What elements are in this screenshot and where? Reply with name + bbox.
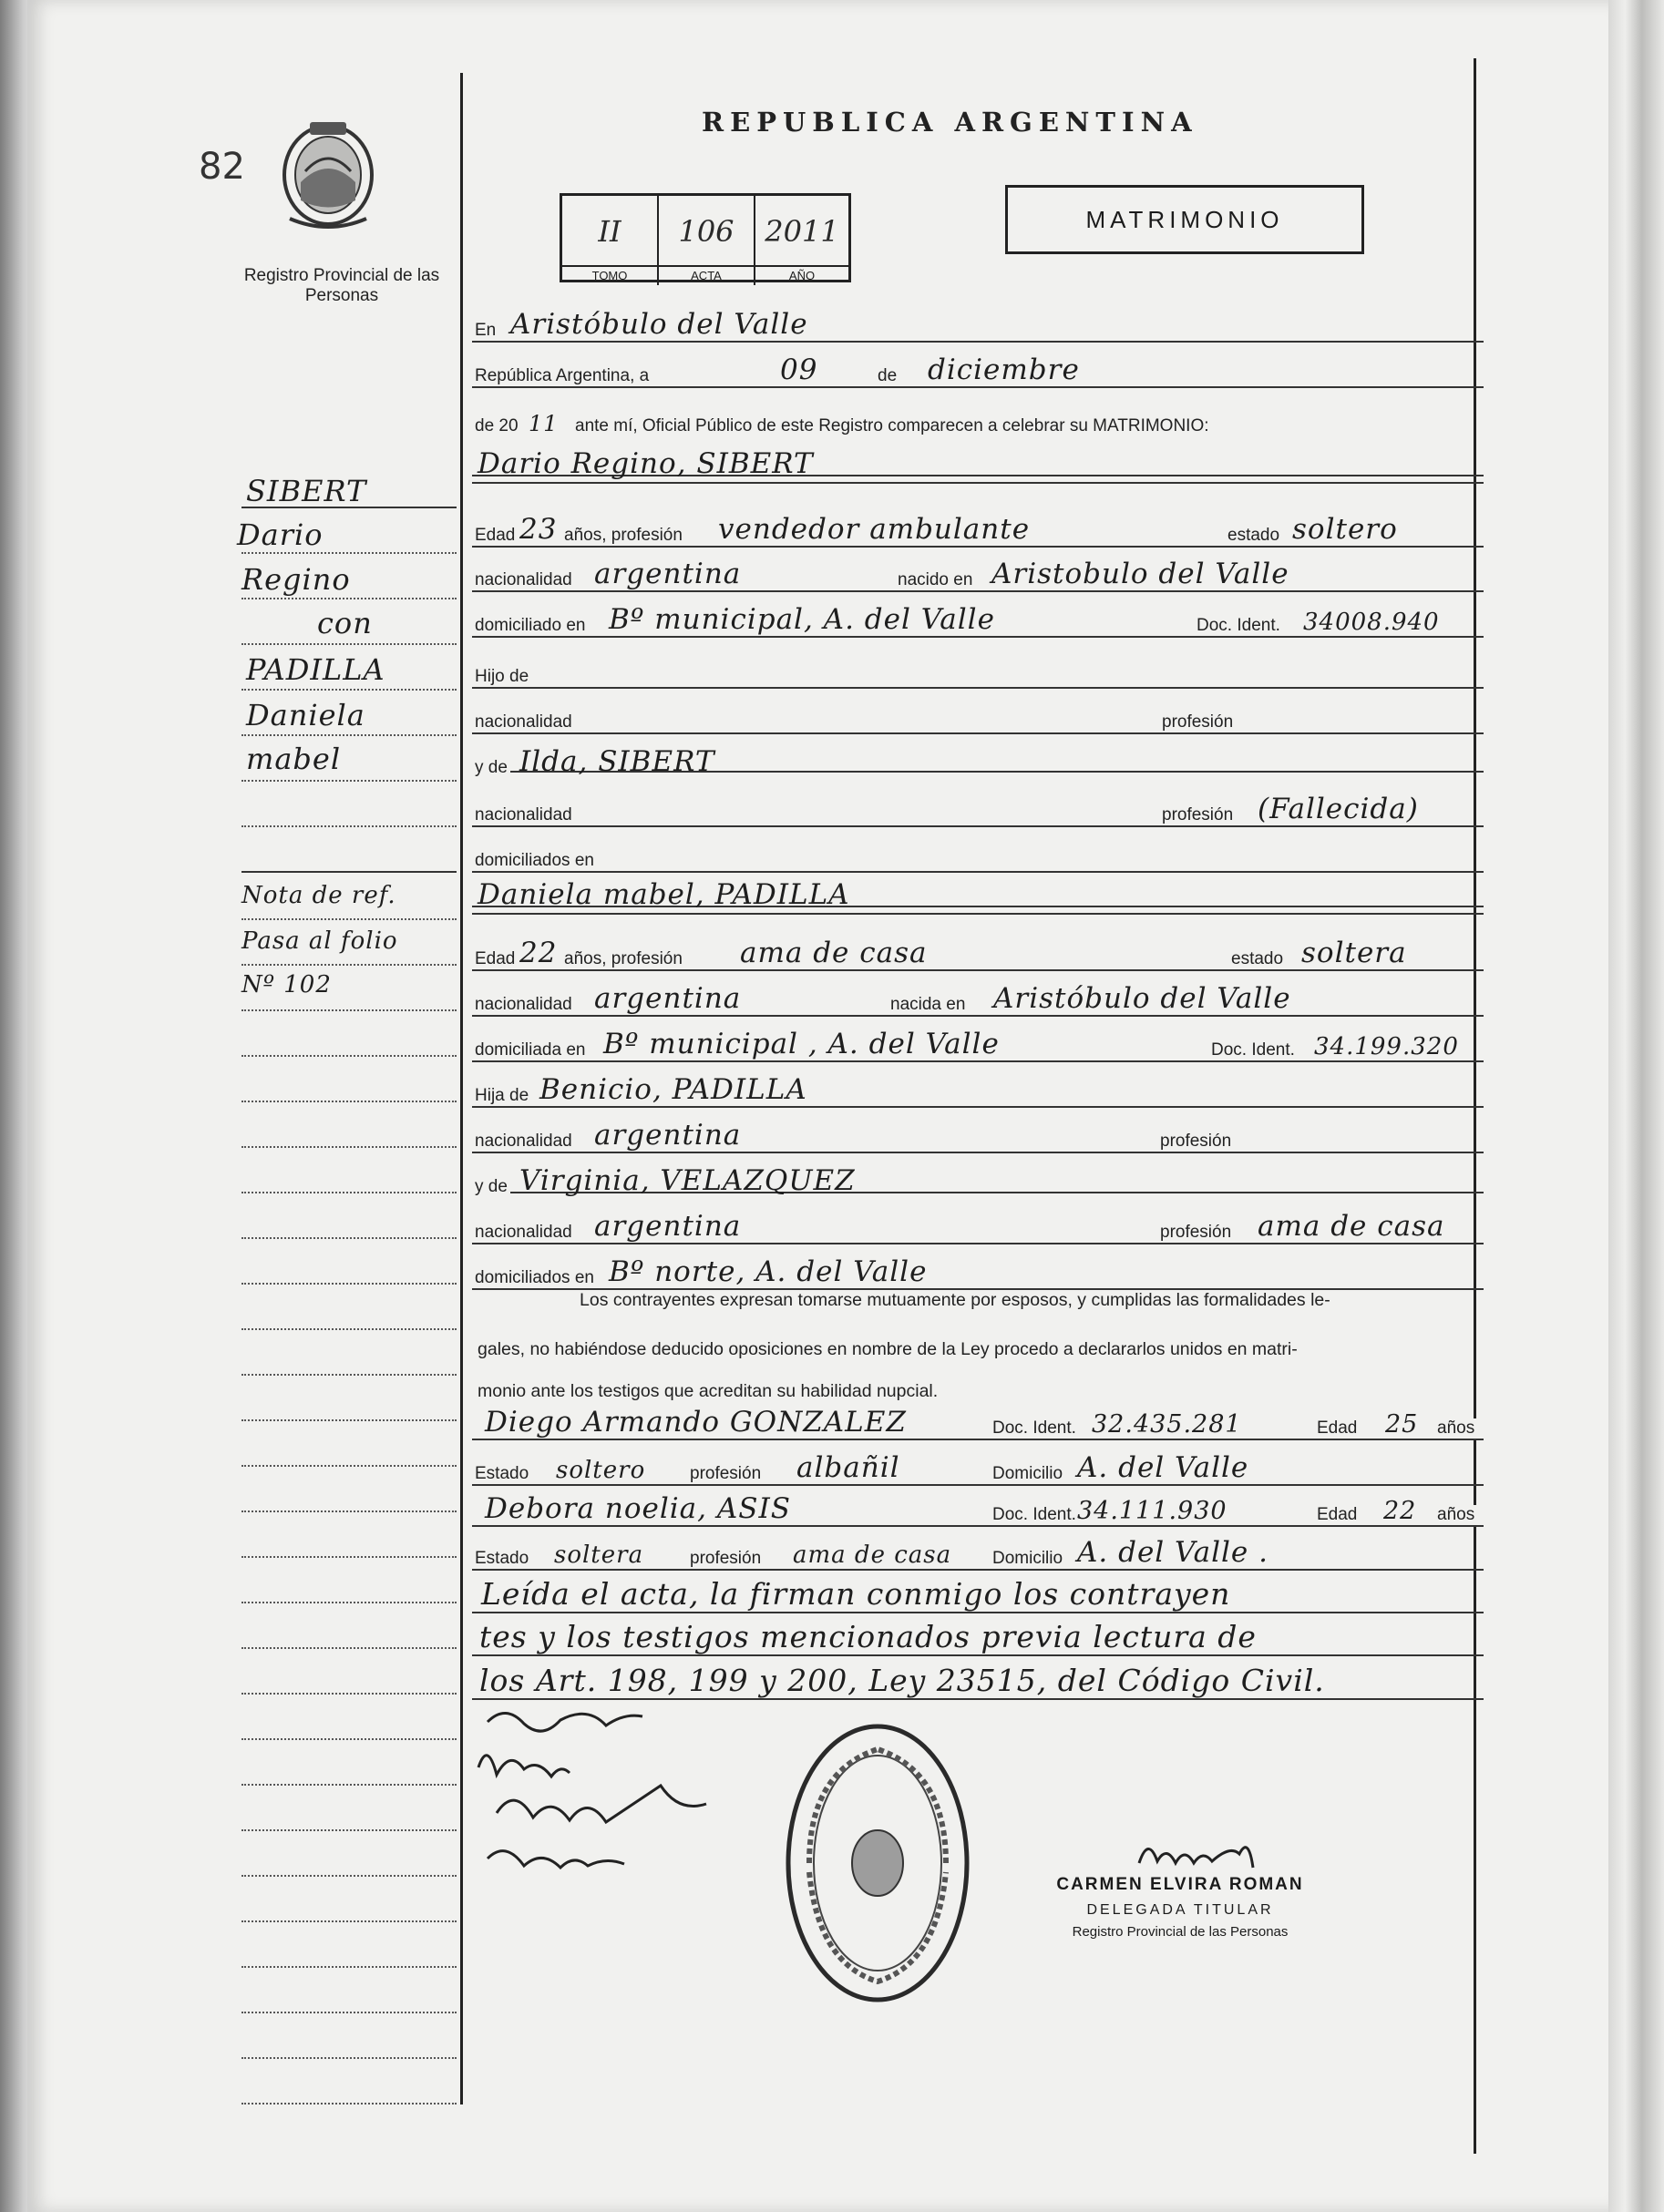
label-y-de: y de xyxy=(472,758,510,778)
groom-doc: 34008.940 xyxy=(1303,609,1440,636)
label-republica: República Argentina, a xyxy=(472,366,652,386)
label-edad: Edad xyxy=(472,526,518,546)
closing-line-3: los Art. 198, 199 y 200, Ley 23515, del Código Civil. xyxy=(479,1663,1325,1698)
witness2-address: A. del Valle . xyxy=(1077,1536,1269,1569)
witness2-row xyxy=(472,1494,1484,1531)
label-nacionalidad-4: nacionalidad xyxy=(472,995,575,1015)
groom-parents-address-row xyxy=(472,840,1484,876)
margin-name-bride-2: mabel xyxy=(246,742,342,776)
bride-father: Benicio, PADILLA xyxy=(539,1073,807,1106)
label-anos-profesion: años, profesión xyxy=(561,526,685,546)
bride-name: Daniela mabel, PADILLA xyxy=(478,878,850,911)
bride-address-row xyxy=(472,1029,1484,1066)
bride-parents-address: Bº norte, A. del Valle xyxy=(609,1255,928,1288)
country-title: REPUBLICA ARGENTINA xyxy=(702,107,1198,138)
label-anos-profesion-2: años, profesión xyxy=(561,949,685,969)
bride-mother-row xyxy=(472,1166,1484,1203)
margin-divider xyxy=(460,73,463,2104)
margin-con: con xyxy=(317,606,373,640)
bride-mother-nationality-row xyxy=(472,1212,1484,1248)
groom-age: 23 xyxy=(519,513,558,546)
margin-surname-bride: PADILLA xyxy=(246,652,385,687)
bride-father-row xyxy=(472,1075,1484,1111)
bride-nationality-row xyxy=(472,984,1484,1020)
bride-father-nationality-row xyxy=(472,1121,1484,1157)
label-hija-de: Hija de xyxy=(472,1086,531,1106)
witness2-status: soltera xyxy=(554,1541,644,1569)
place-value: Aristóbulo del Valle xyxy=(510,308,808,341)
page-number: 82 xyxy=(199,146,245,188)
label-edad-4: Edad xyxy=(1314,1505,1360,1525)
label-domiciliado-en: domiciliado en xyxy=(472,616,588,636)
label-en: En xyxy=(472,321,498,341)
bride-mother-profession: ama de casa xyxy=(1258,1210,1445,1243)
witness1-profession: albañil xyxy=(796,1451,900,1484)
witness1-name: Diego Armando GONZALEZ xyxy=(485,1406,907,1439)
label-profesion-3: profesión xyxy=(1157,1132,1234,1152)
groom-name-row xyxy=(472,449,1484,486)
label-nacionalidad-5: nacionalidad xyxy=(472,1132,575,1152)
date-row xyxy=(472,355,1484,392)
month-value: diciembre xyxy=(928,353,1080,386)
bride-address: Bº municipal , A. del Valle xyxy=(603,1028,1000,1060)
label-doc-ident-4: Doc. Ident. xyxy=(990,1505,1079,1525)
declaration-line-1: Los contrayentes expresan tomarse mutuamente por esposos, y cumplidas las formalidades le- xyxy=(580,1290,1330,1310)
witness2-profession: ama de casa xyxy=(793,1541,952,1569)
groom-mother: Ilda, SIBERT xyxy=(519,745,715,778)
label-edad-3: Edad xyxy=(1314,1418,1360,1439)
label-de: de xyxy=(875,366,899,386)
page-edge xyxy=(1608,0,1664,2212)
bride-name-row xyxy=(472,880,1484,917)
tomo-value: II xyxy=(598,214,621,249)
label-comparecen: ante mí, Oficial Público de este Registro comparecen a celebrar su MATRIMONIO: xyxy=(572,416,1212,436)
label-estado-4: Estado xyxy=(472,1549,531,1569)
margin-note-line-2: Pasa al folio xyxy=(241,927,398,955)
acta-label: ACTA xyxy=(659,267,755,285)
label-doc-ident-3: Doc. Ident. xyxy=(990,1418,1079,1439)
ano-value: 2011 xyxy=(765,214,839,249)
closing-line-1-row xyxy=(472,1576,1484,1617)
groom-mother-nationality-row xyxy=(472,794,1484,831)
witness2-doc: 34.111.930 xyxy=(1077,1497,1227,1525)
year-row xyxy=(472,405,1484,442)
certificate-type-box xyxy=(1005,185,1364,254)
declaration-line-3: monio ante los testigos que acreditan su habilidad nupcial. xyxy=(478,1381,939,1401)
closing-line-2: tes y los testigos mencionados previa lectura de xyxy=(479,1619,1257,1654)
bride-mother: Virginia, VELAZQUEZ xyxy=(519,1164,856,1197)
label-nacido-en: nacido en xyxy=(895,570,975,590)
bride-birthplace: Aristóbulo del Valle xyxy=(993,982,1291,1015)
ano-label: AÑO xyxy=(788,269,816,282)
witness1-address: A. del Valle xyxy=(1077,1451,1249,1484)
signatures-icon xyxy=(469,1704,743,1904)
year-suffix-value: 11 xyxy=(529,411,559,436)
bride-nationality: argentina xyxy=(594,982,742,1015)
groom-nationality: argentina xyxy=(594,558,742,590)
closing-line-1: Leída el acta, la firman conmigo los contrayen xyxy=(481,1576,1231,1612)
groom-profession: vendedor ambulante xyxy=(718,513,1031,546)
official-signature-icon xyxy=(1130,1827,1267,1881)
witness2-details-row xyxy=(472,1538,1484,1574)
groom-father-nationality-row xyxy=(472,701,1484,738)
label-nacionalidad-2: nacionalidad xyxy=(472,712,575,732)
label-estado-3: Estado xyxy=(472,1464,531,1484)
bride-status: soltera xyxy=(1301,937,1407,969)
label-anos-1: años xyxy=(1434,1418,1477,1439)
groom-mother-row xyxy=(472,747,1484,783)
ano-cell xyxy=(755,196,848,265)
label-edad-2: Edad xyxy=(472,949,518,969)
groom-address: Bº municipal, A. del Valle xyxy=(609,603,995,636)
official-title: DELEGADA TITULAR xyxy=(1086,1902,1274,1918)
label-nacionalidad-6: nacionalidad xyxy=(472,1223,575,1243)
label-estado: estado xyxy=(1225,526,1282,546)
margin-surname-groom: SIBERT xyxy=(246,474,367,508)
witness1-age: 25 xyxy=(1385,1410,1419,1439)
bride-mother-nationality: argentina xyxy=(594,1210,742,1243)
label-profesion: profesión xyxy=(1159,712,1236,732)
label-profesion-6: profesión xyxy=(687,1549,764,1569)
groom-father-row xyxy=(472,656,1484,692)
tomo-label: TOMO xyxy=(562,267,659,285)
official-name: CARMEN ELVIRA ROMAN xyxy=(1056,1875,1304,1894)
margin-note-line-1: Nota de ref. xyxy=(241,882,396,909)
label-anos-2: años xyxy=(1434,1505,1477,1525)
label-estado-2: estado xyxy=(1228,949,1286,969)
label-y-de-2: y de xyxy=(472,1177,510,1197)
place-row xyxy=(472,310,1484,346)
margin-name-groom-1: Dario xyxy=(237,517,324,552)
label-domiciliada-en: domiciliada en xyxy=(472,1040,588,1060)
witness1-status: soltero xyxy=(556,1457,646,1484)
closing-line-3-row xyxy=(472,1663,1484,1704)
tomo-cell xyxy=(562,196,659,265)
label-nacionalidad: nacionalidad xyxy=(472,570,575,590)
label-year-prefix: de 20 xyxy=(472,416,521,436)
registry-name: Registro Provincial de las Personas xyxy=(243,266,440,305)
acta-cell xyxy=(659,196,755,265)
label-doc-ident: Doc. Ident. xyxy=(1194,616,1283,636)
margin-note-line-3: Nº 102 xyxy=(241,971,332,998)
label-domiciliados-en: domiciliados en xyxy=(472,851,597,871)
bride-age: 22 xyxy=(519,937,558,969)
groom-address-row xyxy=(472,605,1484,641)
groom-birthplace: Aristobulo del Valle xyxy=(991,558,1289,590)
acta-label-row xyxy=(562,265,848,285)
acta-value: 106 xyxy=(678,214,734,249)
bride-father-nationality: argentina xyxy=(594,1119,742,1152)
witness2-name: Debora noelia, ASIS xyxy=(485,1492,791,1525)
groom-name: Dario Regino, SIBERT xyxy=(478,447,814,480)
bride-profession: ama de casa xyxy=(740,937,928,969)
groom-nationality-row xyxy=(472,559,1484,596)
label-profesion-5: profesión xyxy=(687,1464,764,1484)
witness1-details-row xyxy=(472,1453,1484,1490)
label-domicilio-2: Domicilio xyxy=(990,1549,1065,1569)
bride-parents-address-row xyxy=(472,1257,1484,1294)
bride-doc: 34.199.320 xyxy=(1314,1033,1459,1060)
label-profesion-2: profesión xyxy=(1159,805,1236,825)
margin-name-groom-2: Regino xyxy=(241,562,351,597)
label-profesion-4: profesión xyxy=(1157,1223,1234,1243)
witness1-row xyxy=(472,1408,1484,1444)
label-domiciliados-en-2: domiciliados en xyxy=(472,1268,597,1288)
province-seal-icon xyxy=(273,118,383,237)
label-doc-ident-2: Doc. Ident. xyxy=(1208,1040,1298,1060)
groom-age-row xyxy=(472,515,1484,551)
official-registry: Registro Provincial de las Personas xyxy=(1072,1924,1289,1940)
witness2-age: 22 xyxy=(1383,1497,1417,1525)
bride-age-row xyxy=(472,938,1484,975)
certificate-type: MATRIMONIO xyxy=(1085,206,1284,233)
margin-name-bride-1: Daniela xyxy=(246,698,365,732)
witness1-doc: 32.435.281 xyxy=(1092,1410,1242,1439)
official-stamp-icon xyxy=(782,1717,973,2009)
closing-line-2-row xyxy=(472,1619,1484,1660)
groom-mother-profession: (Fallecida) xyxy=(1258,793,1419,825)
label-nacida-en: nacida en xyxy=(888,995,968,1015)
groom-status: soltero xyxy=(1292,513,1398,546)
declaration-line-2: gales, no habiéndose deducido oposiciones en nombre de la Ley procedo a declararlos unidos en matri- xyxy=(478,1339,1298,1359)
label-domicilio-1: Domicilio xyxy=(990,1464,1065,1484)
day-value: 09 xyxy=(780,353,818,386)
label-hijo-de: Hijo de xyxy=(472,667,531,687)
label-nacionalidad-3: nacionalidad xyxy=(472,805,575,825)
acta-reference-box xyxy=(560,193,851,282)
